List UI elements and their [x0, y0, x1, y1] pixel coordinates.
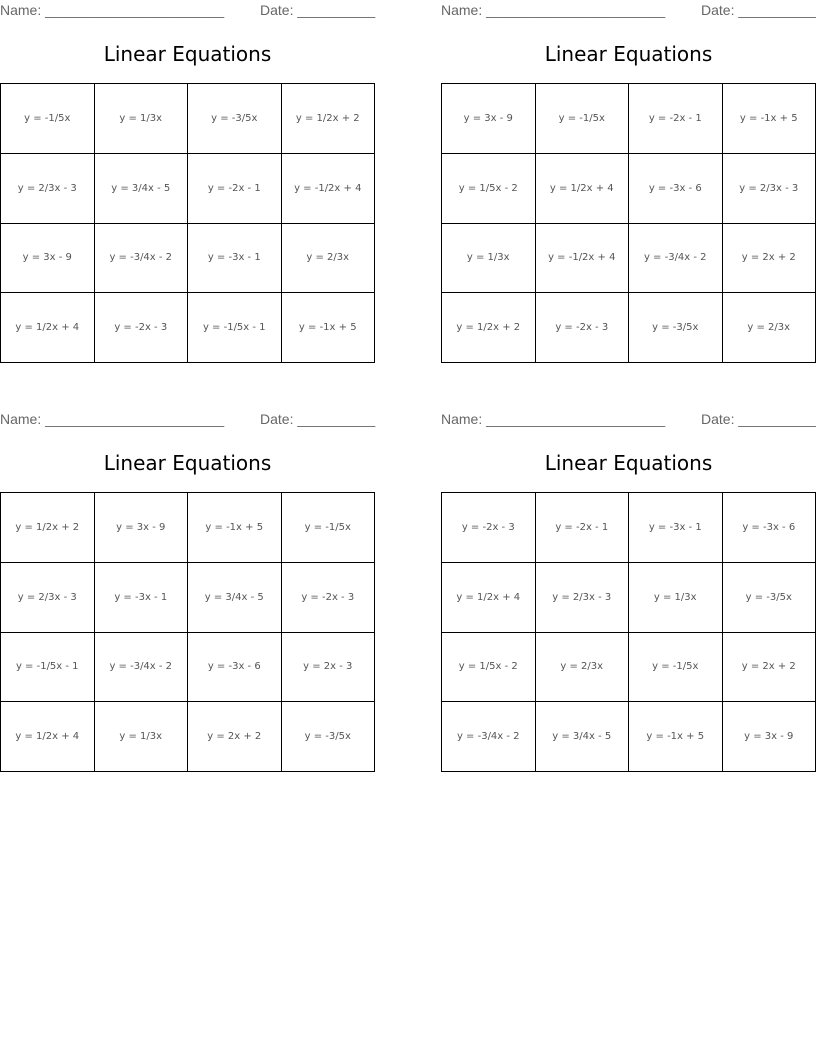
equation-cell[interactable]: y = 1/5x - 2 — [442, 154, 536, 224]
equation-cell[interactable]: y = -3x - 1 — [188, 224, 282, 294]
date-field-label[interactable]: Date: __________ — [260, 411, 376, 427]
bingo-card-4 — [441, 409, 816, 789]
equation-cell[interactable]: y = -3x - 1 — [95, 563, 189, 633]
equation-cell[interactable]: y = 1/2x + 4 — [442, 563, 536, 633]
equation-cell[interactable]: y = 1/3x — [95, 702, 189, 772]
equation-cell[interactable]: y = 2x + 2 — [188, 702, 282, 772]
equation-cell[interactable]: y = -1/5x — [1, 84, 95, 154]
equation-cell[interactable]: y = 1/3x — [442, 224, 536, 294]
name-field-label[interactable]: Name: _______________________ — [0, 2, 225, 18]
card-title: Linear Equations — [544, 451, 713, 475]
header-line — [0, 2, 375, 20]
equation-grid — [441, 492, 816, 772]
equation-cell[interactable]: y = 3x - 9 — [442, 84, 536, 154]
equation-cell[interactable]: y = 1/2x + 4 — [1, 702, 95, 772]
equation-cell[interactable]: y = -3/4x - 2 — [442, 702, 536, 772]
equation-cell[interactable]: y = -2x - 1 — [188, 154, 282, 224]
equation-cell[interactable]: y = -1/5x — [282, 493, 376, 563]
equation-cell[interactable]: y = -1/2x + 4 — [282, 154, 376, 224]
equation-cell[interactable]: y = 1/2x + 4 — [1, 293, 95, 363]
equation-cell[interactable]: y = -1/5x — [536, 84, 630, 154]
equation-cell[interactable]: y = -3x - 6 — [723, 493, 816, 563]
equation-cell[interactable]: y = 1/3x — [629, 563, 723, 633]
equation-cell[interactable]: y = -2x - 3 — [442, 493, 536, 563]
equation-cell[interactable]: y = 1/2x + 2 — [1, 493, 95, 563]
equation-cell[interactable]: y = 2/3x - 3 — [1, 563, 95, 633]
equation-cell[interactable]: y = -3/4x - 2 — [95, 224, 189, 294]
name-field-label[interactable]: Name: _______________________ — [441, 2, 666, 18]
bingo-card-3 — [0, 409, 375, 789]
header-line — [441, 2, 816, 20]
equation-cell[interactable]: y = 1/2x + 2 — [442, 293, 536, 363]
card-title: Linear Equations — [103, 451, 272, 475]
name-field-label[interactable]: Name: _______________________ — [0, 411, 225, 427]
equation-cell[interactable]: y = 2/3x — [536, 633, 630, 703]
equation-cell[interactable]: y = 2/3x — [723, 293, 816, 363]
date-field-label[interactable]: Date: __________ — [260, 2, 376, 18]
date-field-label[interactable]: Date: __________ — [701, 411, 816, 427]
equation-cell[interactable]: y = -3x - 6 — [188, 633, 282, 703]
equation-cell[interactable]: y = 1/5x - 2 — [442, 633, 536, 703]
equation-cell[interactable]: y = -2x - 3 — [282, 563, 376, 633]
equation-cell[interactable]: y = 2/3x — [282, 224, 376, 294]
equation-cell[interactable]: y = -3/5x — [629, 293, 723, 363]
header-line — [441, 411, 816, 429]
date-field-label[interactable]: Date: __________ — [701, 2, 816, 18]
equation-grid — [441, 83, 816, 363]
equation-cell[interactable]: y = 2/3x - 3 — [723, 154, 816, 224]
equation-cell[interactable]: y = 2x + 2 — [723, 633, 816, 703]
equation-cell[interactable]: y = 1/2x + 4 — [536, 154, 630, 224]
equation-grid — [0, 492, 375, 772]
equation-cell[interactable]: y = -2x - 3 — [95, 293, 189, 363]
equation-cell[interactable]: y = -1x + 5 — [188, 493, 282, 563]
equation-cell[interactable]: y = 3/4x - 5 — [536, 702, 630, 772]
equation-cell[interactable]: y = -2x - 3 — [536, 293, 630, 363]
equation-cell[interactable]: y = 2x - 3 — [282, 633, 376, 703]
header-line — [0, 411, 375, 429]
equation-cell[interactable]: y = 3x - 9 — [95, 493, 189, 563]
equation-cell[interactable]: y = -3/4x - 2 — [629, 224, 723, 294]
equation-cell[interactable]: y = -1/5x - 1 — [1, 633, 95, 703]
equation-cell[interactable]: y = -1/5x - 1 — [188, 293, 282, 363]
equation-cell[interactable]: y = 1/3x — [95, 84, 189, 154]
equation-cell[interactable]: y = 2/3x - 3 — [1, 154, 95, 224]
equation-cell[interactable]: y = -2x - 1 — [536, 493, 630, 563]
equation-cell[interactable]: y = -1x + 5 — [282, 293, 376, 363]
equation-cell[interactable]: y = -1x + 5 — [723, 84, 816, 154]
equation-cell[interactable]: y = 3/4x - 5 — [95, 154, 189, 224]
equation-cell[interactable]: y = -3x - 1 — [629, 493, 723, 563]
equation-cell[interactable]: y = -2x - 1 — [629, 84, 723, 154]
equation-cell[interactable]: y = -1/5x — [629, 633, 723, 703]
equation-cell[interactable]: y = -3/5x — [723, 563, 816, 633]
equation-cell[interactable]: y = -3/4x - 2 — [95, 633, 189, 703]
card-title: Linear Equations — [103, 42, 272, 66]
equation-cell[interactable]: y = 3x - 9 — [723, 702, 816, 772]
equation-grid — [0, 83, 375, 363]
card-title: Linear Equations — [544, 42, 713, 66]
equation-cell[interactable]: y = 3x - 9 — [1, 224, 95, 294]
bingo-card-1 — [0, 0, 375, 380]
bingo-card-2 — [441, 0, 816, 380]
name-field-label[interactable]: Name: _______________________ — [441, 411, 666, 427]
equation-cell[interactable]: y = -3x - 6 — [629, 154, 723, 224]
equation-cell[interactable]: y = -1/2x + 4 — [536, 224, 630, 294]
equation-cell[interactable]: y = 2x + 2 — [723, 224, 816, 294]
equation-cell[interactable]: y = 2/3x - 3 — [536, 563, 630, 633]
equation-cell[interactable]: y = -3/5x — [188, 84, 282, 154]
equation-cell[interactable]: y = 3/4x - 5 — [188, 563, 282, 633]
equation-cell[interactable]: y = -1x + 5 — [629, 702, 723, 772]
equation-cell[interactable]: y = -3/5x — [282, 702, 376, 772]
equation-cell[interactable]: y = 1/2x + 2 — [282, 84, 376, 154]
